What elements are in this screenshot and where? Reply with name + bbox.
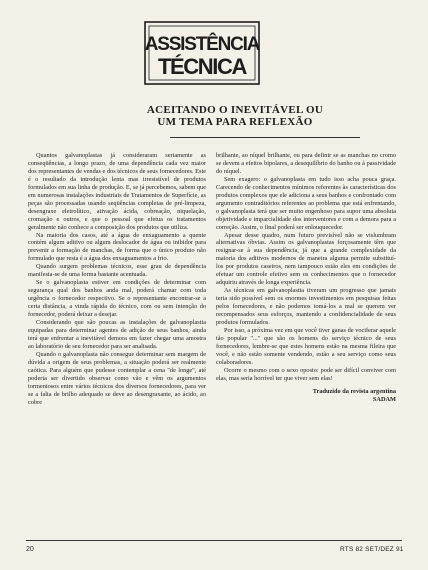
page-number: 20 xyxy=(26,546,34,553)
section-logo-graphic xyxy=(143,20,261,86)
article-title xyxy=(90,104,380,128)
logo-line1: ASSISTÊNCIA xyxy=(144,34,260,55)
credit-line1: Traduzido da revista argentina xyxy=(312,387,396,395)
body-paragraph: Quantos galvanoplastas já consideraram seriamente as conseqüências, a longo prazo, de uma dependência cada vez maior dos representantes de vendas e dos técnicos de seus fornecedores. Este é o resultado da introdução lenta mas irresistível de produtos formulados em sua linha de produção. E, se já percebemos, sabem que em numerosas instalações industriais de Tratamentos de Superfície, as peças são processadas usando seqüências completas de pré-limpeza, desengraxe eletrolítico, ativação ácida, cobreação, niquelação, cromação e outros, e que o pessoal que efetua os tratamentos geralmente não conhece a composição dos produtos que utiliza. xyxy=(28,152,206,231)
body-paragraph: As técnicas em galvanoplastia tiveram um progresso que jamais teria sido possível sem os enormes investimentos em pesquisas feitas pelos fornecedores, e não podemos tomá-los a mal se querem ver recompensados seus esforços, mantendo a confidencialidade de seus produtos formulados. xyxy=(216,287,396,327)
credit-line2: SADAM xyxy=(372,395,396,403)
body-paragraph: Considerando que são poucas as instalações de galvanoplastia equipadas para determinar agentes de adição de seus banhos, ainda terá que enfrentar a inevitável demora em fazer chegar uma amostra ao laboratório de seu fornecedor para ser analisada. xyxy=(28,319,206,350)
body-paragraph: Quando o galvanoplasta não consegue determinar sem margem de dúvida a origem de seus problemas, a situação poderá ser realmente caótica. Para alguém que pudesse contemplar a cena "de longe", até poderia ser divertido observar como vão e vêm os argumentos tormentosos entre vários técnicos dos diversos fornecedores, para ver se a falta de brilho adequado se deve ao desengraxante, ao ácido, ao cobre xyxy=(28,350,206,406)
body-paragraph: Quando surgem problemas técnicos, esse grau de dependência manifesta-se de uma forma bastante acentuada. xyxy=(28,263,206,279)
body-paragraph: Por isso, a próxima vez em que você tiver ganas de vociferar aquele tão popular "..." que são os homens do serviço técnico de seus fornecedores, lembre-se que estes homens estão na mesma fileira que você, e não estão somente vendendo, estão a seu serviço como seus colaboradores. xyxy=(216,326,396,366)
body-paragraph: Se o galvanoplasta estiver em condições de determinar com segurança qual dos banhos anda mal, poderá chamar com toda urgência o fornecedor respectivo. Se o representante encontrar-se a certa distância, a vinda rápida do técnico, com ou sem intenção do fornecedor, poderá deixar a desejar. xyxy=(28,279,206,319)
issue-reference: RTS 82 SET/DEZ 91 xyxy=(340,546,404,553)
article-title-line2: UM TEMA PARA REFLEXÃO xyxy=(157,116,313,128)
logo-line2: TÉCNICA xyxy=(158,54,246,79)
body-paragraph: Ocorre o mesmo com o sexo oposto: pode ser difícil conviver com elas, mas seria horrível ter que viver sem elas! xyxy=(216,366,396,382)
article-title-line1: ACEITANDO O INEVITÁVEL OU xyxy=(146,104,324,116)
body-paragraph: brilhante, ao níquel brilhante, ou para definir se as manchas no cromo se devem a efeitos bipolares, a desequilíbrio do banho ou à passividade do níquel. xyxy=(216,152,396,175)
section-logo xyxy=(143,20,261,86)
footer-rule xyxy=(26,540,402,541)
left-column xyxy=(28,152,206,407)
title-rule xyxy=(170,137,360,138)
body-paragraph: Apesar desse quadro, num futuro previsível não se vislumbram alternativas óbvias. Assim os galvanoplastas forçosamente têm que resignar-se à sua dependência, já que a grande complexidade da maioria dos aditivos modernos de maneira alguma permite substituí-los por produtos caseiros, nem tampouco estão eles em condições de efetuar um controle efetivo sem os conhecimentos que o fornecedor adquiriu através de longa experiência. xyxy=(216,231,396,287)
right-column xyxy=(216,152,396,404)
body-paragraph: Sem exagero: o galvanoplasta em tudo isso acha pouca graça. Carecendo de conhecimentos mínimos referentes às características dos produtos complexos que ele adiciona a seus banhos e confrontado com argumento contraditórios referentes ao problema que está enfrentando, o galvanoplasta terá que ser muito engenhoso para supor uma absoluta objetividade e imparcialidade dos interventores e com a demora para a correção. Assim, o final poderá ser enlouquecedor. xyxy=(216,175,396,231)
body-paragraph: Na maioria dos casos, até a água de enxaguamento a quente contém algum aditivo ou algum deslocador de água ou inibidor para prevenir a formação de manchas, de forma que o único produto não formulado que resta é a água dos enxaguamentos a frio. xyxy=(28,231,206,263)
translation-credit xyxy=(216,388,396,404)
